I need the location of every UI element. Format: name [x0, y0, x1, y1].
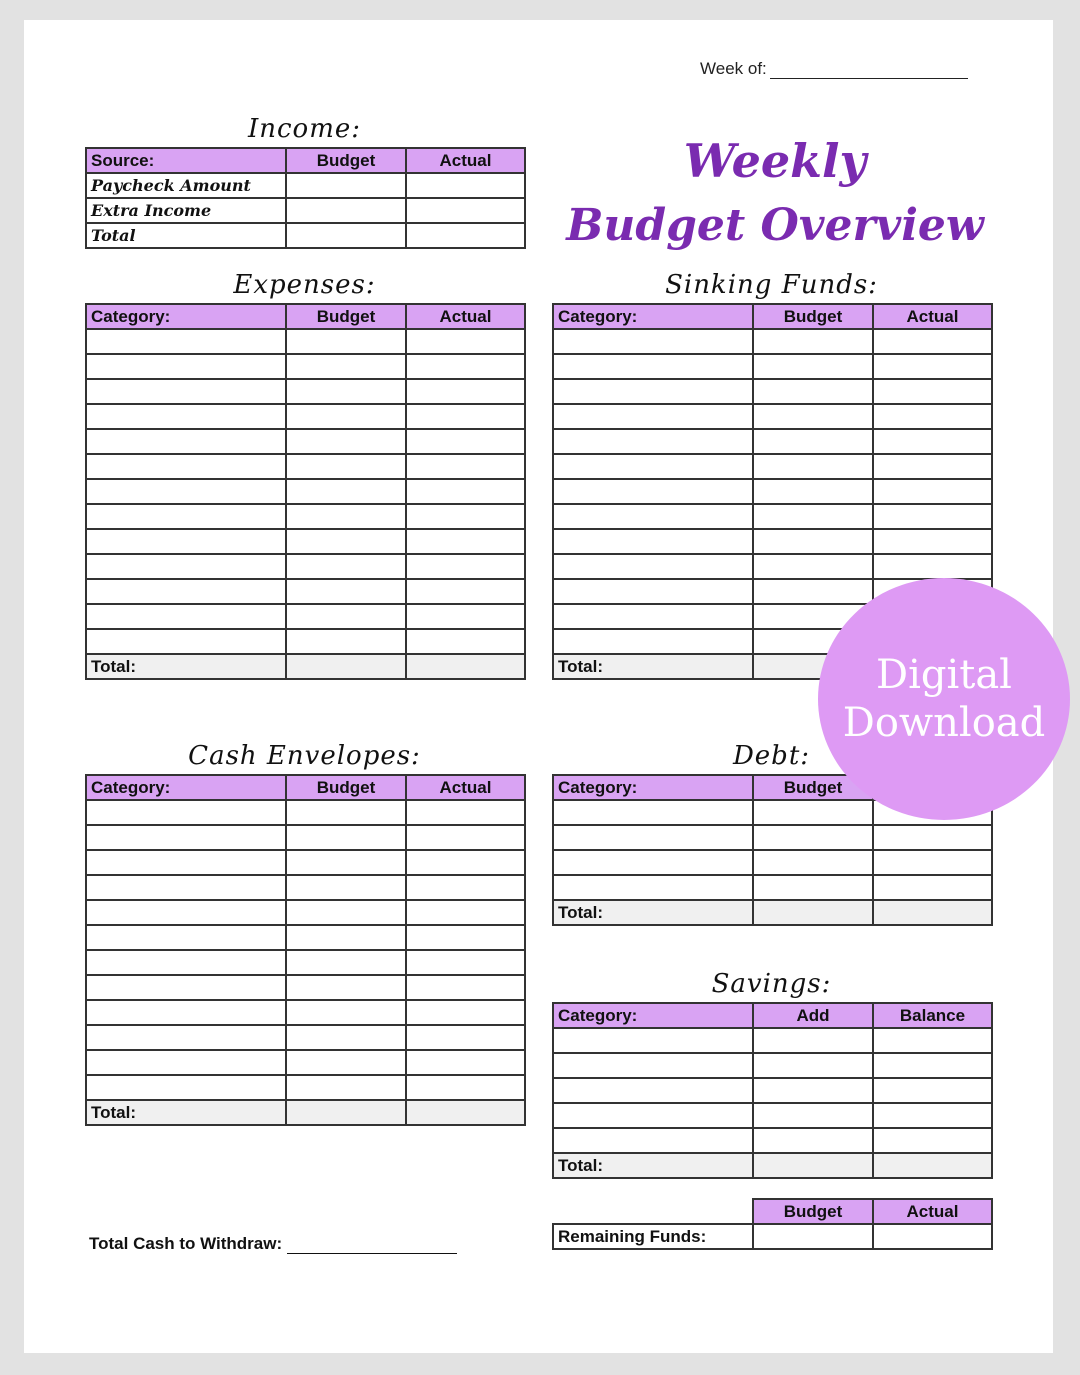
- page-title-budget-overview: Budget Overview: [566, 200, 984, 251]
- savings-row: [553, 1103, 992, 1128]
- expenses-row: [86, 404, 525, 429]
- income-row-label: Paycheck Amount: [86, 173, 286, 198]
- table-cell[interactable]: [286, 173, 406, 198]
- cash-envelopes-row: [86, 1000, 525, 1025]
- cash-envelopes-table: [85, 774, 526, 1126]
- table-cell[interactable]: [873, 479, 992, 504]
- table-cell[interactable]: [86, 479, 286, 504]
- remaining-funds-budget[interactable]: [753, 1224, 873, 1249]
- income-row-label: Total: [86, 223, 286, 248]
- debt-row: [553, 850, 992, 875]
- table-cell[interactable]: [873, 1103, 992, 1128]
- table-cell[interactable]: [553, 504, 753, 529]
- expenses-row: [86, 629, 525, 654]
- table-cell[interactable]: [86, 875, 286, 900]
- table-cell[interactable]: [286, 479, 406, 504]
- table-cell[interactable]: [873, 429, 992, 454]
- table-cell[interactable]: [553, 1053, 753, 1078]
- table-cell[interactable]: [86, 629, 286, 654]
- table-cell[interactable]: [86, 429, 286, 454]
- table-cell[interactable]: [406, 975, 525, 1000]
- savings-total-balance[interactable]: [873, 1153, 992, 1178]
- income-heading: Income:: [247, 114, 362, 144]
- week-of-field[interactable]: [700, 59, 968, 79]
- table-cell[interactable]: [406, 223, 525, 248]
- table-cell[interactable]: [406, 1000, 525, 1025]
- expenses-row: [86, 329, 525, 354]
- remaining-funds-table: [552, 1198, 993, 1250]
- withdraw-blank[interactable]: [287, 1239, 457, 1254]
- table-cell[interactable]: [406, 454, 525, 479]
- remaining-header-spacer: [553, 1199, 753, 1224]
- table-cell[interactable]: [553, 800, 753, 825]
- table-cell[interactable]: [406, 379, 525, 404]
- table-cell[interactable]: [753, 379, 873, 404]
- savings-total-label: Total:: [553, 1153, 753, 1178]
- table-cell[interactable]: [406, 504, 525, 529]
- table-cell[interactable]: [406, 329, 525, 354]
- table-cell[interactable]: [86, 529, 286, 554]
- table-cell[interactable]: [753, 504, 873, 529]
- table-cell[interactable]: [286, 825, 406, 850]
- table-cell[interactable]: [86, 379, 286, 404]
- table-cell[interactable]: [286, 379, 406, 404]
- table-cell[interactable]: [406, 875, 525, 900]
- table-cell[interactable]: [86, 554, 286, 579]
- table-cell[interactable]: [286, 1025, 406, 1050]
- debt-row: [553, 825, 992, 850]
- sinking-funds-heading: Sinking Funds:: [665, 270, 878, 300]
- expenses-row: [86, 579, 525, 604]
- table-cell[interactable]: [873, 1078, 992, 1103]
- table-cell[interactable]: [753, 454, 873, 479]
- table-cell[interactable]: [553, 454, 753, 479]
- table-cell[interactable]: [86, 1025, 286, 1050]
- table-cell[interactable]: [873, 454, 992, 479]
- expenses-total-actual[interactable]: [406, 654, 525, 679]
- table-cell[interactable]: [753, 554, 873, 579]
- table-cell[interactable]: [286, 223, 406, 248]
- badge-line-2: Download: [842, 700, 1046, 746]
- cash-envelopes-heading: Cash Envelopes:: [188, 741, 421, 771]
- expenses-row: [86, 479, 525, 504]
- table-cell[interactable]: [286, 950, 406, 975]
- table-cell[interactable]: [553, 850, 753, 875]
- cash-envelopes-header-actual: Actual: [406, 775, 525, 800]
- remaining-header-budget: Budget: [753, 1199, 873, 1224]
- table-cell[interactable]: [873, 875, 992, 900]
- table-cell[interactable]: [553, 554, 753, 579]
- expenses-heading: Expenses:: [233, 270, 376, 300]
- remaining-funds-actual[interactable]: [873, 1224, 992, 1249]
- table-cell[interactable]: [406, 604, 525, 629]
- table-cell[interactable]: [286, 429, 406, 454]
- table-cell[interactable]: [873, 404, 992, 429]
- table-cell[interactable]: [406, 1075, 525, 1100]
- table-cell[interactable]: [286, 1050, 406, 1075]
- table-cell[interactable]: [553, 1078, 753, 1103]
- table-cell[interactable]: [873, 1053, 992, 1078]
- income-table: [85, 147, 526, 249]
- table-cell[interactable]: [286, 800, 406, 825]
- debt-row: [553, 875, 992, 900]
- savings-heading: Savings:: [711, 969, 832, 999]
- cash-envelopes-row: [86, 875, 525, 900]
- table-cell[interactable]: [873, 1128, 992, 1153]
- table-cell[interactable]: [753, 529, 873, 554]
- expenses-row: [86, 379, 525, 404]
- savings-row: [553, 1053, 992, 1078]
- table-cell[interactable]: [86, 850, 286, 875]
- expenses-header-budget: Budget: [286, 304, 406, 329]
- table-cell[interactable]: [286, 850, 406, 875]
- table-cell[interactable]: [553, 379, 753, 404]
- table-cell[interactable]: [86, 354, 286, 379]
- table-cell[interactable]: [406, 479, 525, 504]
- table-cell[interactable]: [286, 925, 406, 950]
- table-cell[interactable]: [406, 825, 525, 850]
- cash-envelopes-row: [86, 1025, 525, 1050]
- table-cell[interactable]: [286, 1075, 406, 1100]
- cash-envelopes-row: [86, 825, 525, 850]
- expenses-row: [86, 429, 525, 454]
- expenses-row: [86, 354, 525, 379]
- badge-line-1: Digital: [876, 652, 1012, 698]
- table-cell[interactable]: [286, 975, 406, 1000]
- table-cell[interactable]: [286, 875, 406, 900]
- remaining-funds-label: Remaining Funds:: [553, 1224, 753, 1249]
- total-cash-to-withdraw[interactable]: [89, 1234, 457, 1254]
- table-cell[interactable]: [286, 629, 406, 654]
- table-cell[interactable]: [753, 825, 873, 850]
- table-cell[interactable]: [86, 1075, 286, 1100]
- table-cell[interactable]: [406, 429, 525, 454]
- debt-total-actual[interactable]: [873, 900, 992, 925]
- table-cell[interactable]: [86, 825, 286, 850]
- table-cell[interactable]: [753, 875, 873, 900]
- table-cell[interactable]: [286, 554, 406, 579]
- table-cell[interactable]: [873, 504, 992, 529]
- table-cell[interactable]: [286, 900, 406, 925]
- page-title-weekly: Weekly: [683, 134, 867, 188]
- table-cell[interactable]: [753, 329, 873, 354]
- table-cell[interactable]: [553, 825, 753, 850]
- sinking-funds-row: [553, 379, 992, 404]
- table-cell[interactable]: [406, 529, 525, 554]
- sinking-funds-row: [553, 454, 992, 479]
- table-cell[interactable]: [553, 529, 753, 554]
- week-of-label: Week of:: [700, 59, 767, 78]
- table-cell[interactable]: [86, 329, 286, 354]
- table-cell[interactable]: [553, 404, 753, 429]
- table-cell[interactable]: [553, 1103, 753, 1128]
- debt-header-budget: Budget: [753, 775, 873, 800]
- cash-envelopes-total-label: Total:: [86, 1100, 286, 1125]
- sinking-funds-header-category: Category:: [553, 304, 753, 329]
- sinking-funds-row: [553, 529, 992, 554]
- sinking-funds-header-budget: Budget: [753, 304, 873, 329]
- table-cell[interactable]: [406, 1025, 525, 1050]
- table-cell[interactable]: [873, 554, 992, 579]
- savings-table: [552, 1002, 993, 1179]
- income-header-budget: Budget: [286, 148, 406, 173]
- table-cell[interactable]: [553, 579, 753, 604]
- table-cell[interactable]: [406, 629, 525, 654]
- table-cell[interactable]: [873, 529, 992, 554]
- cash-envelopes-row: [86, 850, 525, 875]
- table-cell[interactable]: [873, 825, 992, 850]
- table-cell[interactable]: [553, 329, 753, 354]
- table-cell[interactable]: [406, 925, 525, 950]
- debt-total-budget[interactable]: [753, 900, 873, 925]
- savings-row: [553, 1128, 992, 1153]
- expenses-header-actual: Actual: [406, 304, 525, 329]
- table-cell[interactable]: [286, 579, 406, 604]
- table-cell[interactable]: [873, 1028, 992, 1053]
- table-cell[interactable]: [286, 504, 406, 529]
- table-cell[interactable]: [753, 800, 873, 825]
- table-cell[interactable]: [406, 800, 525, 825]
- expenses-row: [86, 454, 525, 479]
- sinking-funds-row: [553, 354, 992, 379]
- cash-envelopes-row: [86, 900, 525, 925]
- sinking-funds-row: [553, 504, 992, 529]
- table-cell[interactable]: [873, 850, 992, 875]
- table-cell[interactable]: [406, 198, 525, 223]
- week-of-blank[interactable]: [770, 64, 968, 79]
- table-cell[interactable]: [406, 579, 525, 604]
- savings-total-add[interactable]: [753, 1153, 873, 1178]
- table-cell[interactable]: [406, 354, 525, 379]
- table-cell[interactable]: [286, 1000, 406, 1025]
- sinking-funds-header-actual: Actual: [873, 304, 992, 329]
- expenses-row: [86, 604, 525, 629]
- table-cell[interactable]: [406, 950, 525, 975]
- digital-download-badge: [818, 578, 1070, 820]
- table-cell[interactable]: [86, 504, 286, 529]
- debt-header-category: Category:: [553, 775, 753, 800]
- cash-envelopes-header-budget: Budget: [286, 775, 406, 800]
- table-cell[interactable]: [406, 173, 525, 198]
- cash-envelopes-row: [86, 950, 525, 975]
- table-cell[interactable]: [286, 354, 406, 379]
- table-cell[interactable]: [406, 1050, 525, 1075]
- table-cell[interactable]: [753, 1053, 873, 1078]
- table-cell[interactable]: [86, 925, 286, 950]
- table-cell[interactable]: [873, 354, 992, 379]
- cash-envelopes-row: [86, 925, 525, 950]
- table-cell[interactable]: [286, 329, 406, 354]
- table-cell[interactable]: [286, 198, 406, 223]
- table-cell[interactable]: [86, 900, 286, 925]
- table-cell[interactable]: [286, 604, 406, 629]
- table-cell[interactable]: [553, 1028, 753, 1053]
- table-cell[interactable]: [753, 354, 873, 379]
- expenses-header-category: Category:: [86, 304, 286, 329]
- table-cell[interactable]: [86, 454, 286, 479]
- table-cell[interactable]: [406, 900, 525, 925]
- cash-envelopes-total-budget[interactable]: [286, 1100, 406, 1125]
- debt-heading: Debt:: [732, 741, 811, 771]
- sinking-funds-row: [553, 329, 992, 354]
- expenses-row: [86, 529, 525, 554]
- table-cell[interactable]: [753, 429, 873, 454]
- table-cell[interactable]: [753, 850, 873, 875]
- table-cell[interactable]: [406, 404, 525, 429]
- cash-envelopes-row: [86, 1075, 525, 1100]
- table-cell[interactable]: [553, 479, 753, 504]
- table-cell[interactable]: [753, 1103, 873, 1128]
- savings-row: [553, 1028, 992, 1053]
- cash-envelopes-row: [86, 975, 525, 1000]
- expenses-total-label: Total:: [86, 654, 286, 679]
- table-cell[interactable]: [86, 950, 286, 975]
- table-cell[interactable]: [86, 975, 286, 1000]
- table-cell[interactable]: [286, 529, 406, 554]
- table-cell[interactable]: [753, 579, 873, 604]
- expenses-row: [86, 504, 525, 529]
- table-cell[interactable]: [753, 1028, 873, 1053]
- expenses-row: [86, 554, 525, 579]
- savings-header-add: Add: [753, 1003, 873, 1028]
- table-cell[interactable]: [286, 454, 406, 479]
- table-cell[interactable]: [753, 404, 873, 429]
- table-cell[interactable]: [553, 1128, 753, 1153]
- table-cell[interactable]: [873, 379, 992, 404]
- income-row-label: Extra Income: [86, 198, 286, 223]
- table-cell[interactable]: [86, 404, 286, 429]
- table-cell[interactable]: [873, 329, 992, 354]
- cash-envelopes-total-actual[interactable]: [406, 1100, 525, 1125]
- table-cell[interactable]: [86, 604, 286, 629]
- table-cell[interactable]: [753, 479, 873, 504]
- sinking-funds-total-label: Total:: [553, 654, 753, 679]
- withdraw-label: Total Cash to Withdraw:: [89, 1234, 283, 1253]
- sinking-funds-row: [553, 554, 992, 579]
- sinking-funds-row: [553, 479, 992, 504]
- table-cell[interactable]: [86, 579, 286, 604]
- debt-total-label: Total:: [553, 900, 753, 925]
- table-cell[interactable]: [553, 604, 753, 629]
- table-cell[interactable]: [406, 554, 525, 579]
- cash-envelopes-header-category: Category:: [86, 775, 286, 800]
- table-cell[interactable]: [553, 875, 753, 900]
- table-cell[interactable]: [406, 850, 525, 875]
- table-cell[interactable]: [553, 354, 753, 379]
- cash-envelopes-row: [86, 800, 525, 825]
- table-cell[interactable]: [86, 1050, 286, 1075]
- savings-header-balance: Balance: [873, 1003, 992, 1028]
- cash-envelopes-row: [86, 1050, 525, 1075]
- table-cell[interactable]: [553, 429, 753, 454]
- table-cell[interactable]: [286, 404, 406, 429]
- sinking-funds-row: [553, 404, 992, 429]
- income-header-actual: Actual: [406, 148, 525, 173]
- sinking-funds-row: [553, 429, 992, 454]
- table-cell[interactable]: [86, 1000, 286, 1025]
- savings-row: [553, 1078, 992, 1103]
- remaining-header-actual: Actual: [873, 1199, 992, 1224]
- table-cell[interactable]: [86, 800, 286, 825]
- table-cell[interactable]: [553, 629, 753, 654]
- income-header-source: Source:: [86, 148, 286, 173]
- savings-header-category: Category:: [553, 1003, 753, 1028]
- table-cell[interactable]: [753, 1128, 873, 1153]
- expenses-total-budget[interactable]: [286, 654, 406, 679]
- expenses-table: [85, 303, 526, 680]
- table-cell[interactable]: [753, 1078, 873, 1103]
